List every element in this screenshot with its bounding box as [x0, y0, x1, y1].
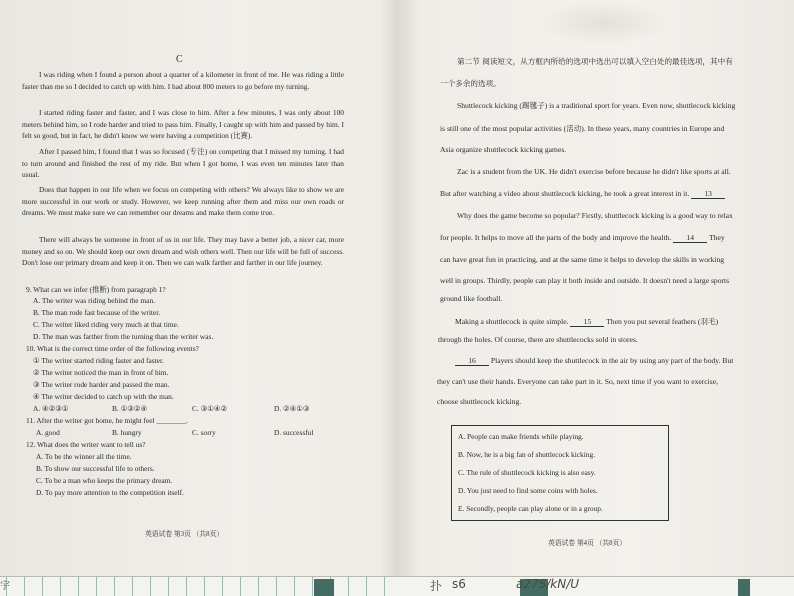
- question-9-option-b: B. The man rode fast because of the writer.: [33, 308, 161, 317]
- question-11-option-b: B. hungry: [112, 428, 142, 437]
- passage-line-15: choose shuttlecock kicking.: [437, 397, 522, 406]
- question-9-option-a: A. The writer was riding behind the man.: [33, 296, 155, 305]
- question-12-stem: 12. What does the writer want to tell us?: [26, 440, 146, 449]
- paragraph-4: Does that happen in our life when we focus on competing with others? We always like to show we are more successful in our work or study. However, we keep running after them and miss our own roads or dreams. We must make sure we can remember our dreams and make them come true.: [22, 185, 344, 218]
- notebook-strip: [0, 576, 794, 596]
- passage-line-13: [455, 356, 733, 366]
- question-12-option-c: C. To be a man who keeps the primary dream.: [36, 476, 173, 485]
- question-10-stem: 10. What is the correct time order of the following events?: [26, 344, 199, 353]
- question-11-option-d: D. successful: [274, 428, 314, 437]
- grid-line: [366, 577, 367, 596]
- question-12-option-a: A. To be the winner all the time.: [36, 452, 132, 461]
- paragraph-1: I was riding when I found a person about a quarter of a kilometer in front of me. He was riding a little faster than me so I decided to catch up with him. I had about 800 meters to go before my turning.: [22, 70, 344, 91]
- right-page-footer: 英语试卷 第4页 （共8页）: [548, 540, 627, 547]
- options-box: [451, 425, 669, 521]
- question-10-option-b: B. ①③②④: [112, 404, 148, 413]
- passage-line-4: Zac is a student from the UK. He didn't exercise before because he didn't like sports at all.: [457, 167, 731, 176]
- passage-line-2: is still one of the most popular activities (活动). In these years, many countries in Europe and: [440, 124, 725, 133]
- grid-line: [348, 577, 349, 596]
- passage-line-13-text: Players should keep the shuttlecock in the air by using any part of the body. But: [490, 356, 734, 365]
- question-12-option-d: D. To pay more attention to the competition itself.: [36, 488, 184, 497]
- left-page: [0, 0, 397, 578]
- grid-line: [258, 577, 259, 596]
- passage-line-7-end: They: [709, 233, 725, 242]
- question-10-option-a: A. ④②③①: [33, 404, 69, 413]
- green-mark: [314, 579, 334, 596]
- blank-15: 15: [570, 317, 604, 327]
- question-11-option-c: C. sorry: [192, 428, 216, 437]
- grid-line: [186, 577, 187, 596]
- blank-14: 14: [673, 233, 707, 243]
- passage-line-8: can have great fun in practicing, and at the same time it helps to develop the skills in working: [440, 255, 725, 264]
- blank-13: 13: [691, 189, 725, 199]
- option-a: A. People can make friends while playing.: [458, 432, 584, 441]
- question-12-option-b: B. To show our successful life to others.: [36, 464, 155, 473]
- grid-line: [222, 577, 223, 596]
- grid-line: [24, 577, 25, 596]
- grid-line: [150, 577, 151, 596]
- passage-line-5: [440, 189, 725, 199]
- grid-line: [60, 577, 61, 596]
- passage-line-6: Why does the game become so popular? Firstly, shuttlecock kicking is a good way to relax: [457, 211, 733, 220]
- option-c: C. The rule of shuttlecock kicking is also easy.: [458, 468, 596, 477]
- handwriting-3: a27S/kN/U: [516, 577, 580, 591]
- grid-line: [294, 577, 295, 596]
- question-9-option-c: C. The writer liked riding very much at that time.: [33, 320, 179, 329]
- passage-line-5-text: But after watching a video about shuttlecock kicking, he took a great interest in it.: [440, 189, 690, 198]
- blank-16: 16: [455, 356, 489, 366]
- question-10-event-4: ④ The writer decided to catch up with the man.: [33, 392, 174, 401]
- margin-char: 宇: [0, 581, 10, 592]
- passage-line-11-end: Then you put several feathers (羽毛): [606, 317, 719, 326]
- passage-line-10: ground like football.: [440, 294, 503, 303]
- question-9-option-d: D. The man was farther from the turning than the writer was.: [33, 332, 214, 341]
- passage-line-7-text: for people. It helps to move all the parts of the body and improve the health.: [440, 233, 672, 242]
- question-10-event-3: ③ The writer rode harder and passed the man.: [33, 380, 170, 389]
- left-page-footer: 英语试卷 第3页 （共8页）: [145, 531, 224, 538]
- passage-line-9: well in groups. Thirdly, people can play it both inside and outside. It doesn't need a large sports: [440, 276, 730, 285]
- section-letter: C: [176, 54, 183, 65]
- option-d: D. You just need to find some coins with holes.: [458, 486, 598, 495]
- section-heading: 第二节 阅读短文，从方框内所给的选项中选出可以填入空白处的最佳选项，其中有: [457, 57, 733, 66]
- passage-line-11: [455, 316, 718, 327]
- passage-line-3: Asia organize shuttlecock kicking games.: [440, 145, 567, 154]
- section-heading-continued: 一个多余的选项。: [440, 79, 501, 88]
- paragraph-2: I started riding faster and faster, and I was close to him. After a few minutes, I was only about 100 meters behind him, so I rode harder and tried to pass him. Finally, I caught up with him and passed by him. I felt so good, but in fact, he didn't know we were having a competition (比赛).: [22, 108, 344, 141]
- grid-line: [114, 577, 115, 596]
- grid-line: [204, 577, 205, 596]
- passage-line-1: Shuttlecock kicking (踢毽子) is a traditional sport for years. Even now, shuttlecock kicking: [457, 101, 736, 110]
- question-11-stem: 11. After the writer got home, he might feel ________.: [26, 416, 188, 425]
- question-10-option-d: D. ②④①③: [274, 404, 310, 413]
- grid-line: [78, 577, 79, 596]
- paragraph-5: There will always be someone in front of us in our life. They may have a better job, a nicer car, more money and so on. We should keep our own dream and wish others well. Then our life will be full of success. Don't lose our primary dream and keep it on. Then we can walk farther and farther in our life journey.: [22, 235, 344, 268]
- passage-line-7: [440, 233, 725, 243]
- grid-line: [240, 577, 241, 596]
- grid-line: [384, 577, 385, 596]
- green-mark: [738, 579, 750, 596]
- grid-line: [276, 577, 277, 596]
- grid-line: [168, 577, 169, 596]
- handwriting-2: s6: [452, 577, 466, 591]
- grid-line: [42, 577, 43, 596]
- option-b: B. Now, he is a big fan of shuttlecock kicking.: [458, 450, 596, 459]
- question-9-stem: 9. What can we infer (推断) from paragraph 1?: [26, 285, 166, 294]
- question-10-event-2: ② The writer noticed the man in front of him.: [33, 368, 169, 377]
- grid-line: [312, 577, 313, 596]
- question-10-event-1: ① The writer started riding faster and faster.: [33, 356, 164, 365]
- passage-line-12: through the holes. Of course, there are shuttlecocks sold in stores.: [438, 335, 638, 344]
- question-11-option-a: A. good: [36, 428, 60, 437]
- paragraph-3: After I passed him, I found that I was so focused (专注) on competing that I missed my turning. I had to turn around and finished the rest of my ride. But when I got home, I was even ten minutes later than usual.: [22, 147, 344, 180]
- handwriting-1: 扑: [430, 579, 443, 593]
- passage-line-11-text: Making a shuttlecock is quite simple.: [455, 317, 569, 326]
- passage-line-14: they can't use their hands. Everyone can take part in it. So, next time if you want to exercise,: [437, 377, 718, 386]
- option-e: E. Secondly, people can play alone or in a group.: [458, 504, 603, 513]
- question-10-option-c: C. ③①④②: [192, 404, 228, 413]
- grid-line: [132, 577, 133, 596]
- grid-line: [96, 577, 97, 596]
